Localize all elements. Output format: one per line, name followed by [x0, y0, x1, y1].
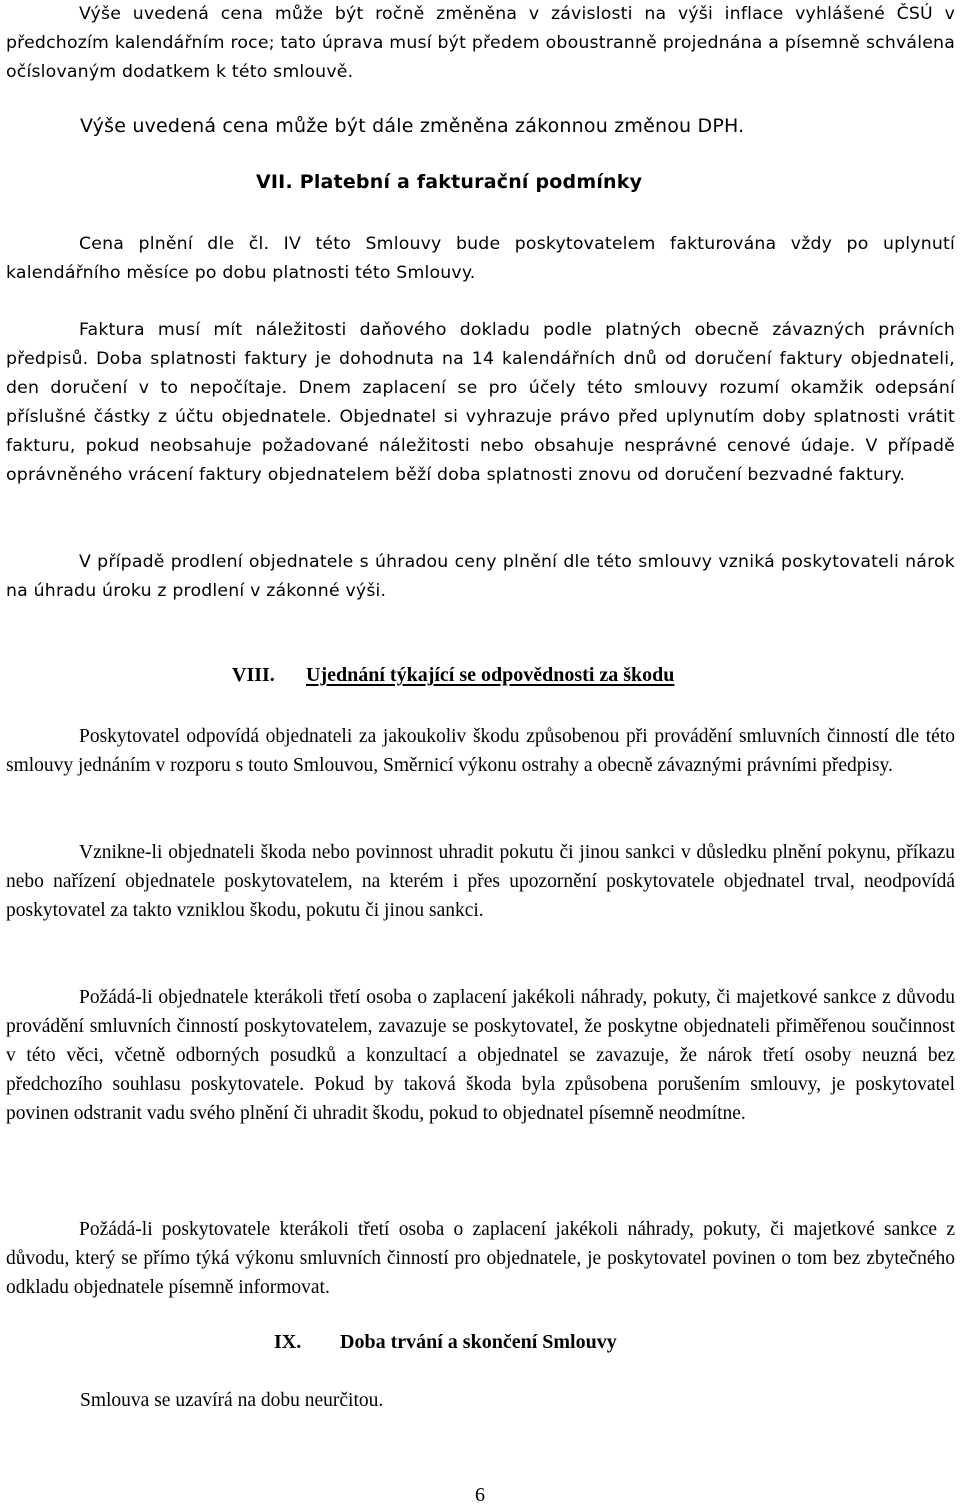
paragraph-smlouva: Smlouva se uzavírá na dobu neurčitou. — [80, 1390, 384, 1411]
paragraph-odpovida: Poskytovatel odpovídá objednateli za jakoukoliv škodu způsobenou při provádění smluvních činností dle této smlouvy jednáním v rozporu s touto Smlouvou, Směrnicí výkonu ostrahy a obecně závaznými právními předpisy. — [6, 726, 955, 776]
section-title: Platební a fakturační podmínky — [299, 171, 643, 193]
section-number: VIII. — [232, 664, 275, 686]
paragraph-inflation: Výše uvedená cena může být ročně změněna v závislosti na výši inflace vyhlášené ČSÚ v předchozím kalendářním roce; tato úprava musí být předem oboustranně projednána a písemně schválena očíslovaným dodatkem k této smlouvě. — [6, 4, 955, 82]
paragraph-pozada-poskytovatele: Požádá-li poskytovatele kterákoli třetí osoba o zaplacení jakékoli náhrady, pokuty, či majetkové sankce z důvodu, který se přímo týká výkonu smluvních činností pro objednatele, je poskytovatel povinen o tom bez zbytečného odkladu objednatele písemně informovat. — [6, 1219, 955, 1298]
paragraph-prodleni: V případě prodlení objednatele s úhradou ceny plnění dle této smlouvy vzniká poskytovateli nárok na úhradu úroku z prodlení v zákonné výši. — [6, 552, 955, 601]
section-title: Ujednání týkající se odpovědnosti za škodu — [306, 664, 675, 686]
page-number: 6 — [475, 1484, 485, 1506]
section-title: Doba trvání a skončení Smlouvy — [340, 1331, 617, 1353]
paragraph-vznikne: Vznikne-li objednateli škoda nebo povinnost uhradit pokutu či jinou sankci v důsledku plnění pokynu, příkazu nebo nařízení objednatele poskytovatelem, na kterém i přes upozornění poskytovatele objednatel trval, neodpovídá poskytovatel za takto vzniklou škodu, pokutu či jinou sankci. — [6, 842, 955, 921]
section-heading-ix — [274, 1331, 617, 1354]
paragraph-faktura: Faktura musí mít náležitosti daňového dokladu podle platných obecně závazných právních předpisů. Doba splatnosti faktury je dohodnuta na 14 kalendářních dnů od doručení faktury objednateli, den doručení v to nepočítaje. Dnem zaplacení se pro účely této smlouvy rozumí okamžik odepsání příslušné částky z účtu objednatele. Objednatel si vyhrazuje právo před uplynutím doby splatnosti vrátit fakturu, pokud neobsahuje požadované náležitosti nebo obsahuje nesprávné cenové údaje. V případě oprávněného vrácení faktury objednatelem běží doba splatnosti znovu od doručení bezvadné faktury. — [6, 320, 955, 485]
paragraph-dph: Výše uvedená cena může být dále změněna zákonnou změnou DPH. — [80, 115, 745, 137]
paragraph-pozada-objednatele: Požádá-li objednatele kterákoli třetí osoba o zaplacení jakékoli náhrady, pokuty, či majetkové sankce z důvodu provádění smluvních činností poskytovatelem, zavazuje se poskytovatel, že poskytne objednateli přiměřenou součinnost v této věci, včetně odborných posudků a konzultací a objednatel se zavazuje, že nárok třetí osoby neuzná bez předchozího souhlasu poskytovatele. Pokud by taková škoda byla způsobena porušením smlouvy, je poskytovatel povinen odstranit vadu svého plnění či uhradit škodu, pokud to objednatel písemně neodmítne. — [6, 987, 955, 1124]
section-heading-viii — [232, 664, 674, 687]
section-heading-vii — [256, 171, 642, 193]
section-number: IX. — [274, 1331, 302, 1353]
paragraph-cena: Cena plnění dle čl. IV této Smlouvy bude poskytovatelem fakturována vždy po uplynutí kalendářního měsíce po dobu platnosti této Smlouvy. — [6, 234, 955, 283]
section-number: VII. — [256, 171, 293, 193]
